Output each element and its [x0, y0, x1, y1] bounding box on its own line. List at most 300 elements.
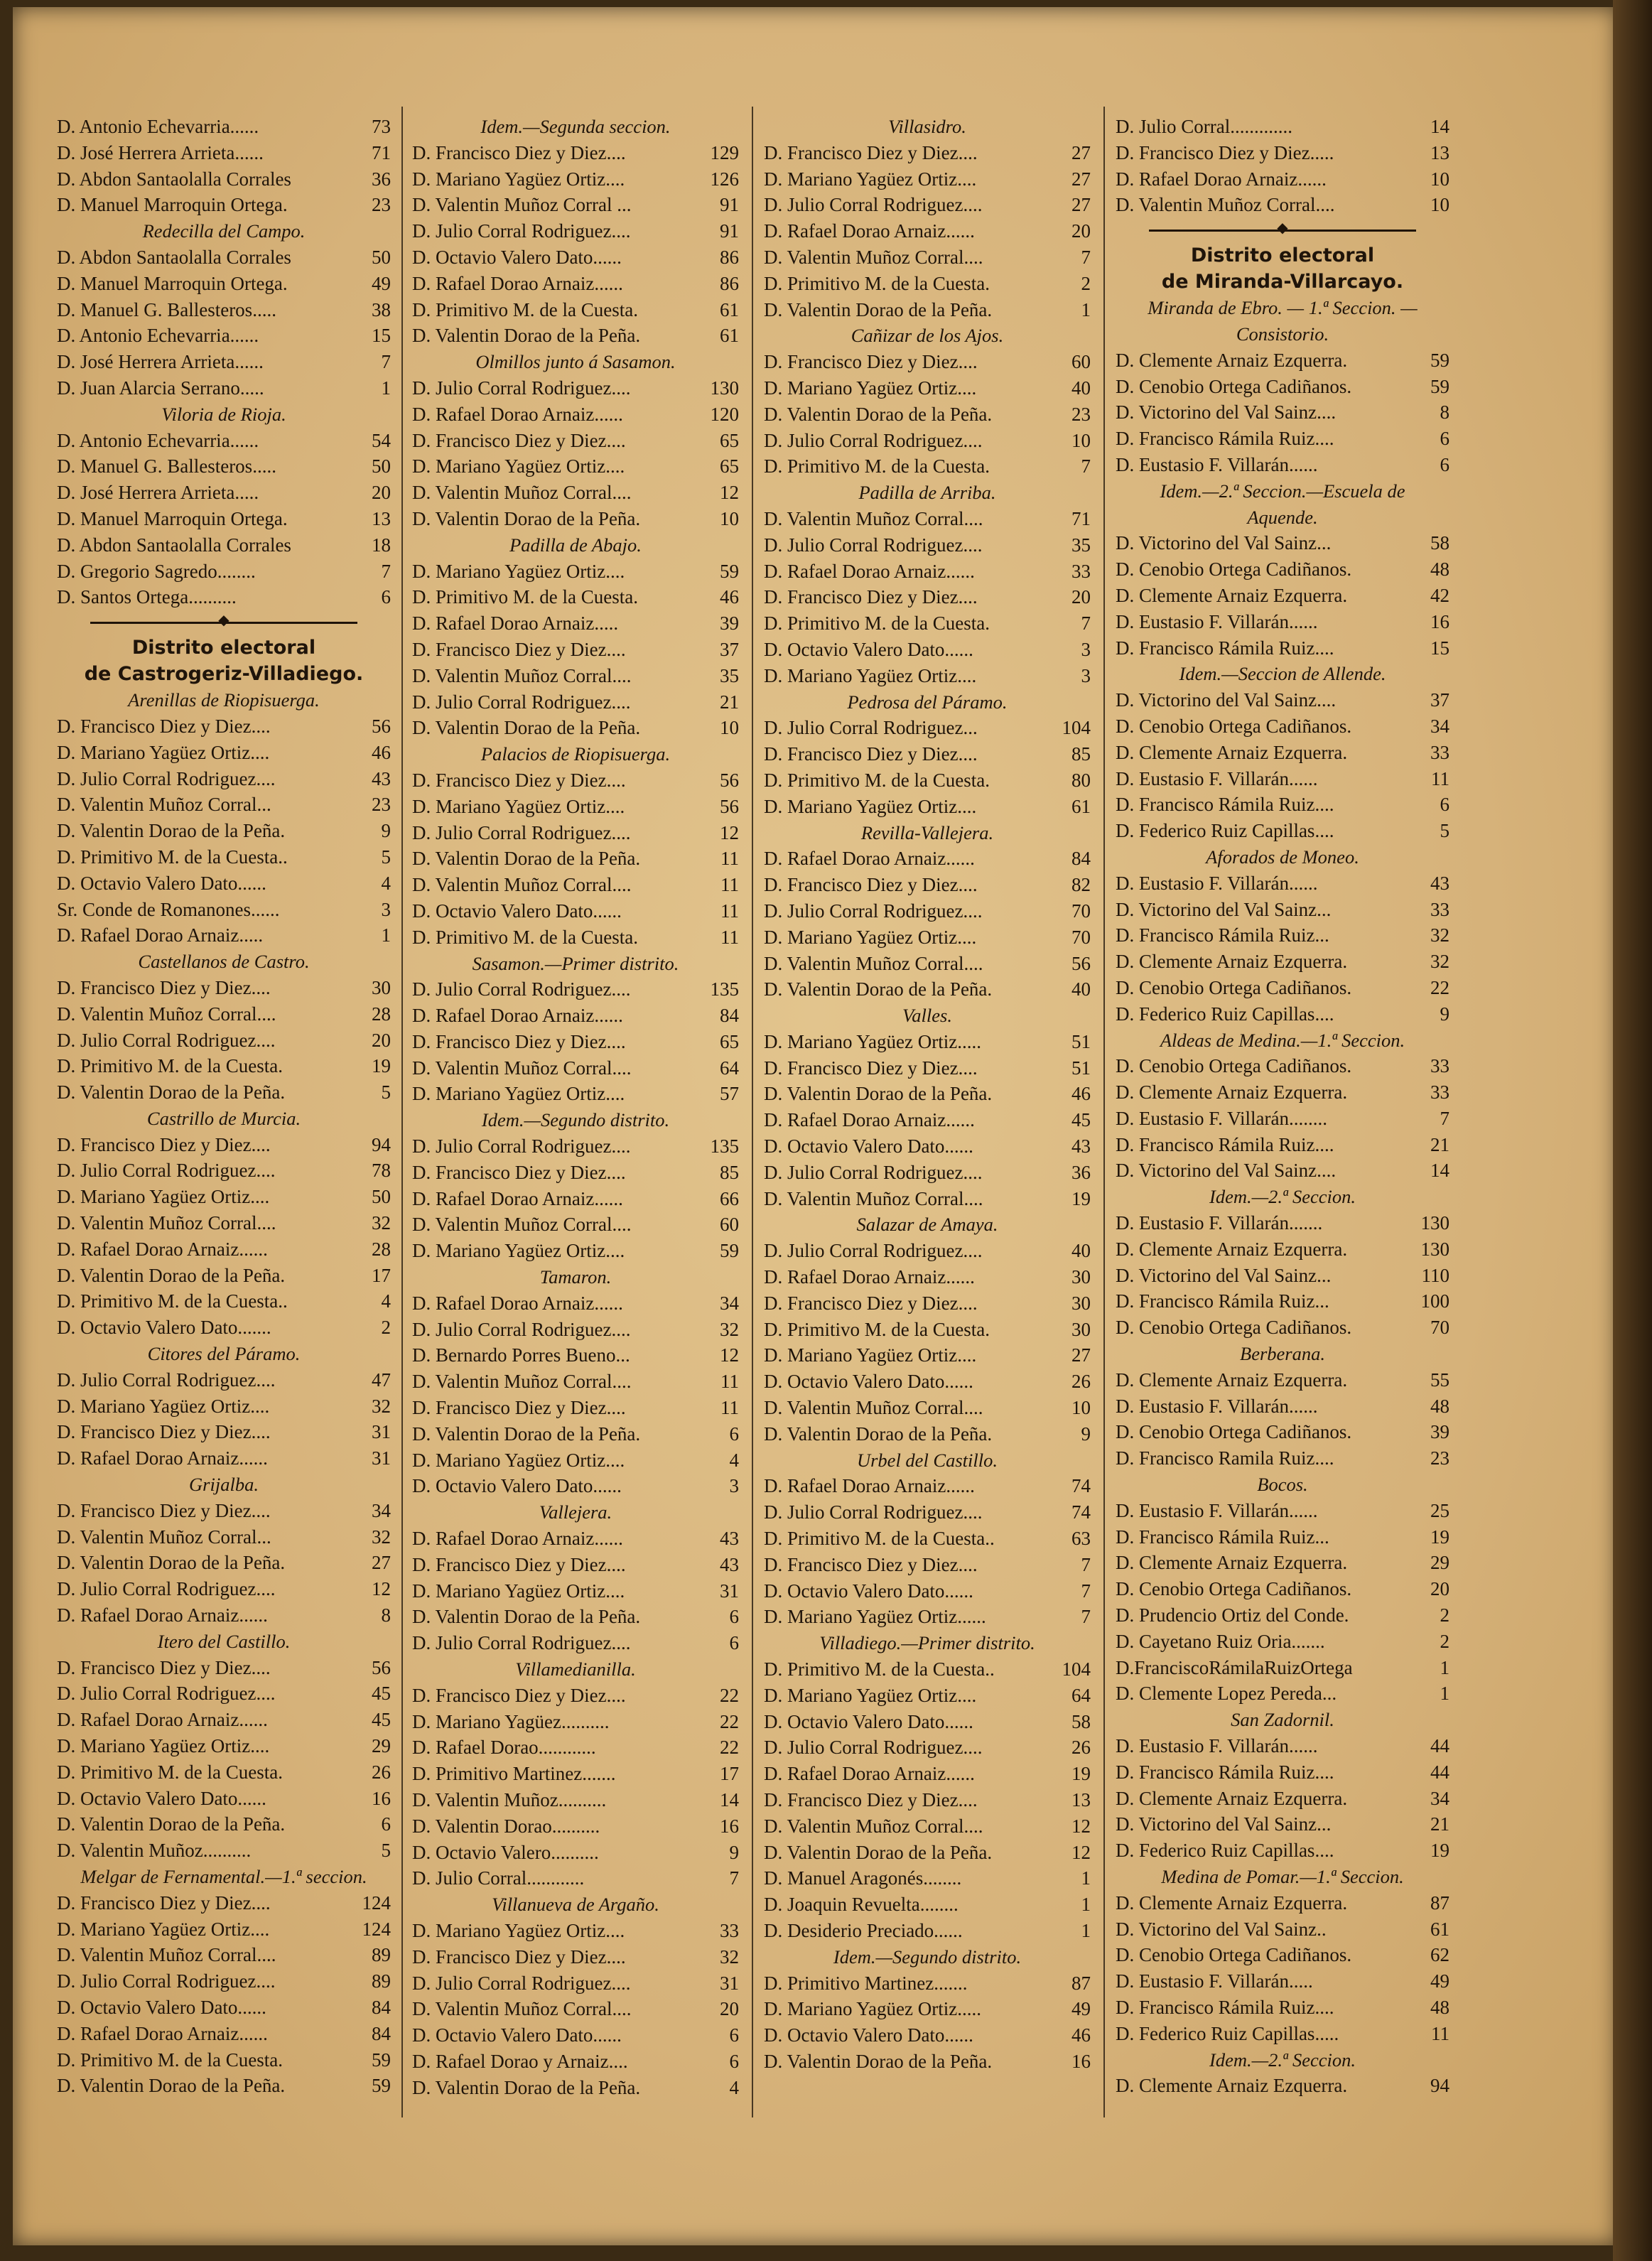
- ornamental-rule: [57, 610, 391, 635]
- candidate-row: [764, 1840, 1091, 1866]
- candidate-row: [1116, 870, 1449, 897]
- candidate-name: D. Francisco Diez y Diez....: [412, 1684, 626, 1706]
- candidate-row: [1116, 1890, 1449, 1916]
- candidate-row: [412, 1761, 739, 1787]
- column-divider: [1103, 107, 1105, 2117]
- candidate-row: [764, 558, 1091, 585]
- candidate-row: [57, 1288, 391, 1315]
- candidate-name: D. Federico Ruiz Capillas....: [1116, 1003, 1334, 1025]
- vote-count: 51: [1071, 1030, 1091, 1052]
- results-column-1: [57, 114, 391, 2099]
- candidate-row: [764, 1865, 1091, 1892]
- candidate-name: D. Francisco Diez y Diez....: [764, 141, 978, 163]
- candidate-name: D. Mariano Yagüez Ortiz....: [412, 560, 625, 582]
- locality-heading: Padilla de Arriba.: [858, 482, 996, 504]
- candidate-name: D. Eustasio F. Villarán.......: [1116, 1212, 1323, 1234]
- candidate-row: [412, 1317, 739, 1343]
- vote-count: 135: [710, 1135, 739, 1158]
- district-title-line: de Miranda-Villarcayo.: [1161, 271, 1404, 293]
- candidate-name: D. Valentin Dorao de la Peña.: [57, 1813, 286, 1835]
- candidate-row: [1116, 1602, 1449, 1629]
- vote-count: 126: [710, 168, 739, 190]
- vote-count: 124: [362, 1892, 391, 1914]
- candidate-name: D. Victorino del Val Sainz....: [1116, 689, 1337, 711]
- candidate-row: [1116, 1916, 1449, 1943]
- candidate-name: D. Primitivo M. de la Cuesta.: [764, 272, 990, 294]
- locality-heading: Aforados de Moneo.: [1206, 846, 1359, 868]
- locality-heading: Viloria de Rioja.: [161, 403, 286, 425]
- vote-count: 6: [729, 1632, 739, 1654]
- vote-count: 6: [381, 1813, 391, 1835]
- candidate-name: D. Valentin Muñoz Corral....: [57, 1944, 276, 1966]
- vote-count: 48: [1430, 1395, 1449, 1417]
- vote-count: 11: [720, 926, 739, 948]
- vote-count: 3: [381, 898, 391, 920]
- vote-count: 5: [381, 846, 391, 868]
- vote-count: 34: [1430, 1787, 1449, 1809]
- candidate-name: D. Valentin Muñoz Corral...: [57, 794, 271, 816]
- candidate-row: [57, 1393, 391, 1420]
- candidate-name: D. Francisco Diez y Diez....: [764, 874, 978, 896]
- candidate-row: [764, 1290, 1091, 1317]
- candidate-name: D. Valentin Dorao de la Peña.: [412, 325, 641, 347]
- candidate-row: [764, 1761, 1091, 1787]
- candidate-name: D. Mariano Yagüez Ortiz......: [764, 1606, 986, 1628]
- vote-count: 74: [1071, 1501, 1091, 1523]
- candidate-row: [412, 1918, 739, 1944]
- vote-count: 74: [1071, 1475, 1091, 1497]
- candidate-row: [764, 1604, 1091, 1630]
- candidate-name: D. Rafael Dorao Arnaiz......: [764, 1109, 975, 1131]
- vote-count: 85: [720, 1161, 739, 1183]
- vote-count: 23: [372, 794, 391, 816]
- candidate-row: [412, 401, 739, 428]
- candidate-row: [1116, 1393, 1449, 1420]
- candidate-name: D. Valentin Muñoz Corral....: [412, 874, 632, 896]
- candidate-row: [57, 1707, 391, 1733]
- candidate-row: [1116, 949, 1449, 975]
- vote-count: 6: [1440, 453, 1449, 475]
- candidate-name: D. Valentin Muñoz Corral....: [412, 1998, 632, 2020]
- locality-heading: Idem.—2.ª Seccion.—Escuela de: [1160, 480, 1405, 502]
- results-column-3: [764, 114, 1091, 2075]
- vote-count: 7: [1081, 1606, 1091, 1628]
- vote-count: 59: [1430, 375, 1449, 397]
- candidate-name: D. Octavio Valero Dato......: [412, 1475, 622, 1497]
- candidate-name: D. Julio Corral Rodriguez....: [412, 377, 631, 399]
- candidate-row: [412, 140, 739, 166]
- vote-count: 12: [720, 1344, 739, 1366]
- vote-count: 32: [720, 1946, 739, 1968]
- vote-count: 34: [372, 1499, 391, 1521]
- candidate-name: D. Rafael Dorao Arnaiz......: [412, 1005, 623, 1027]
- vote-count: 84: [372, 1996, 391, 2018]
- candidate-row: [57, 1759, 391, 1786]
- vote-count: 30: [1071, 1266, 1091, 1288]
- candidate-name: D. Julio Corral Rodriguez....: [412, 1632, 631, 1654]
- candidate-name: D. Francisco Diez y Diez....: [764, 1292, 978, 1314]
- vote-count: 4: [729, 2076, 739, 2098]
- candidate-name: D. Rafael Dorao Arnaiz......: [412, 1528, 623, 1550]
- candidate-row: [57, 323, 391, 349]
- candidate-name: D. Primitivo Martinez.......: [412, 1763, 616, 1785]
- vote-count: 71: [1071, 507, 1091, 529]
- candidate-row: [57, 1916, 391, 1943]
- vote-count: 37: [1430, 689, 1449, 711]
- candidate-row: [1116, 1942, 1449, 1968]
- candidate-row: [412, 1212, 739, 1238]
- candidate-name: D. Victorino del Val Sainz...: [1116, 532, 1332, 554]
- candidate-name: D. Julio Corral Rodriguez....: [412, 691, 631, 713]
- candidate-row: [412, 1395, 739, 1421]
- candidate-row: [57, 297, 391, 323]
- vote-count: 60: [720, 1214, 739, 1236]
- candidate-name: D. Julio Corral Rodriguez....: [57, 1029, 276, 1051]
- locality-heading: Villadiego.—Primer distrito.: [819, 1632, 1035, 1654]
- vote-count: 22: [720, 1684, 739, 1706]
- vote-count: 30: [1071, 1318, 1091, 1340]
- candidate-name: D. Mariano Yagüez Ortiz.....: [764, 1998, 981, 2020]
- locality-heading: Redecilla del Campo.: [142, 220, 306, 242]
- candidate-name: D. Julio Corral............: [412, 1867, 585, 1889]
- locality-heading: Melgar de Fernamental.—1.ª seccion.: [80, 1866, 367, 1887]
- vote-count: 3: [729, 1475, 739, 1497]
- candidate-row: [57, 1524, 391, 1550]
- candidate-row: [412, 1552, 739, 1578]
- candidate-name: D. Valentin Dorao de la Peña.: [57, 1264, 286, 1286]
- locality-heading: Consistorio.: [1236, 323, 1329, 345]
- locality-heading: Villanueva de Argaño.: [492, 1894, 659, 1916]
- candidate-row: [57, 1890, 391, 1916]
- vote-count: 91: [720, 194, 739, 216]
- vote-count: 20: [720, 1998, 739, 2020]
- candidate-row: [1116, 426, 1449, 452]
- candidate-name: D. Clemente Arnaiz Ezquerra.: [1116, 1787, 1348, 1809]
- candidate-row: [764, 951, 1091, 977]
- candidate-row: [764, 767, 1091, 794]
- candidate-row: [412, 1447, 739, 1474]
- candidate-name: D. Julio Corral Rodriguez....: [764, 194, 983, 216]
- candidate-row: [1116, 897, 1449, 923]
- candidate-row: [57, 1158, 391, 1184]
- candidate-row: [1116, 1315, 1449, 1341]
- vote-count: 9: [381, 820, 391, 842]
- candidate-row: [57, 480, 391, 506]
- candidate-name: D. Octavio Valero Dato......: [764, 1580, 973, 1602]
- candidate-name: D. José Herrera Arrieta.....: [57, 482, 259, 504]
- candidate-row: [764, 1395, 1091, 1421]
- vote-count: 7: [729, 1867, 739, 1889]
- candidate-row: [57, 975, 391, 1001]
- locality-heading: Castellanos de Castro.: [138, 951, 310, 973]
- candidate-name: D. Clemente Arnaiz Ezquerra.: [1116, 1238, 1348, 1260]
- vote-count: 58: [1430, 532, 1449, 554]
- candidate-name: D. Victorino del Val Sainz...: [1116, 1264, 1332, 1286]
- locality-heading: Arenillas de Riopisuerga.: [128, 689, 320, 711]
- candidate-name: D. Primitivo M. de la Cuesta.: [764, 455, 990, 477]
- page-edge-shadow: [1613, 0, 1652, 2261]
- candidate-name: D. Francisco Rámila Ruiz....: [1116, 637, 1334, 659]
- locality-heading: Padilla de Abajo.: [509, 534, 642, 556]
- candidate-name: D. Octavio Valero Dato......: [412, 2024, 622, 2046]
- candidate-row: [412, 1238, 739, 1264]
- candidate-row: [1116, 1524, 1449, 1550]
- vote-count: 2: [1440, 1630, 1449, 1652]
- vote-count: 20: [372, 1029, 391, 1051]
- candidate-row: [1116, 1367, 1449, 1393]
- candidate-row: [764, 872, 1091, 898]
- vote-count: 16: [1071, 2050, 1091, 2072]
- district-title: [1116, 242, 1449, 295]
- vote-count: 70: [1430, 1317, 1449, 1339]
- candidate-name: D. Cenobio Ortega Cadiñanos.: [1116, 1421, 1352, 1443]
- candidate-name: D. Primitivo M. de la Cuesta.: [57, 1055, 283, 1077]
- locality-heading: Idem.—Segunda seccion.: [480, 116, 671, 137]
- candidate-name: D. Julio Corral Rodriguez....: [57, 1683, 276, 1705]
- candidate-name: D. Mariano Yagüez Ortiz....: [764, 1684, 977, 1706]
- vote-count: 26: [372, 1761, 391, 1783]
- candidate-row: [764, 428, 1091, 454]
- candidate-row: [57, 532, 391, 558]
- candidate-name: D. Rafael Dorao Arnaiz......: [764, 848, 975, 870]
- candidate-row: [412, 323, 739, 349]
- candidate-row: [764, 741, 1091, 767]
- candidate-row: [764, 506, 1091, 532]
- vote-count: 7: [381, 351, 391, 373]
- candidate-name: D. Francisco Diez y Diez....: [57, 1892, 271, 1914]
- candidate-row: [57, 453, 391, 480]
- vote-count: 84: [372, 2022, 391, 2044]
- candidate-name: D. Valentin Muñoz Corral....: [764, 1397, 983, 1419]
- candidate-name: D. Manuel Marroquin Ortega.: [57, 272, 288, 294]
- candidate-row: [412, 375, 739, 401]
- candidate-name: D. Manuel Aragonés........: [764, 1867, 962, 1889]
- vote-count: 56: [720, 795, 739, 817]
- vote-count: 6: [1440, 428, 1449, 450]
- candidate-name: D. Francisco Rámila Ruiz....: [1116, 428, 1334, 450]
- vote-count: 21: [720, 691, 739, 713]
- candidate-row: [412, 1840, 739, 1866]
- vote-count: 4: [381, 872, 391, 894]
- candidate-row: [764, 1918, 1091, 1944]
- vote-count: 46: [720, 586, 739, 608]
- vote-count: 7: [1081, 1580, 1091, 1602]
- vote-count: 10: [720, 717, 739, 739]
- vote-count: 56: [372, 1656, 391, 1678]
- candidate-name: D. Rafael Dorao Arnaiz......: [57, 2022, 268, 2044]
- vote-count: 19: [1071, 1187, 1091, 1209]
- candidate-row: [57, 428, 391, 454]
- candidate-name: D. Francisco Diez y Diez....: [57, 715, 271, 737]
- vote-count: 33: [1430, 898, 1449, 920]
- vote-count: 9: [729, 1841, 739, 1863]
- vote-count: 71: [372, 141, 391, 163]
- vote-count: 1: [381, 924, 391, 946]
- candidate-name: D. Valentin Dorao de la Peña.: [764, 1083, 993, 1105]
- candidate-name: D. Mariano Yagüez Ortiz....: [412, 1083, 625, 1105]
- candidate-row: [1116, 1498, 1449, 1524]
- vote-count: 10: [1071, 429, 1091, 451]
- candidate-name: D. Clemente Arnaiz Ezquerra.: [1116, 1892, 1348, 1914]
- vote-count: 40: [1071, 377, 1091, 399]
- candidate-name: D. Valentin Dorao de la Peña.: [57, 820, 286, 842]
- candidate-name: D. Julio Corral Rodriguez....: [412, 821, 631, 843]
- candidate-row: [1116, 609, 1449, 635]
- vote-count: 32: [1430, 924, 1449, 946]
- vote-count: 5: [381, 1081, 391, 1103]
- vote-count: 6: [729, 2024, 739, 2046]
- candidate-name: D. Mariano Yagüez Ortiz....: [57, 1395, 270, 1417]
- candidate-row: [412, 1996, 739, 2022]
- candidate-name: D. Rafael Dorao Arnaiz......: [412, 1187, 623, 1209]
- vote-count: 56: [1071, 952, 1091, 974]
- candidate-name: D. Octavio Valero Dato......: [412, 246, 622, 268]
- candidate-row: [1116, 1838, 1449, 1864]
- vote-count: 21: [1430, 1813, 1449, 1835]
- candidate-name: D. Victorino del Val Sainz....: [1116, 401, 1337, 423]
- vote-count: 5: [1440, 820, 1449, 842]
- candidate-row: [764, 375, 1091, 401]
- candidate-row: [412, 976, 739, 1003]
- candidate-name: D. Mariano Yagüez Ortiz....: [764, 168, 977, 190]
- candidate-row: [57, 1001, 391, 1027]
- candidate-name: D. Valentin Muñoz..........: [57, 1840, 252, 1862]
- candidate-name: D. Julio Corral Rodriguez....: [412, 1318, 631, 1340]
- vote-count: 22: [1430, 976, 1449, 998]
- vote-count: 40: [1071, 1240, 1091, 1262]
- candidate-row: [764, 1107, 1091, 1133]
- vote-count: 11: [720, 848, 739, 870]
- candidate-row: [412, 480, 739, 506]
- candidate-name: D. Victorino del Val Sainz....: [1116, 1160, 1337, 1182]
- vote-count: 20: [1071, 586, 1091, 608]
- candidate-name: D. Valentin Dorao de la Peña.: [412, 1423, 641, 1445]
- vote-count: 4: [729, 1449, 739, 1471]
- locality-heading: Itero del Castillo.: [157, 1630, 291, 1652]
- candidate-name: D. Julio Corral Rodriguez....: [764, 429, 983, 451]
- vote-count: 31: [372, 1447, 391, 1469]
- vote-count: 64: [720, 1057, 739, 1079]
- candidate-name: D. Clemente Arnaiz Ezquerra.: [1116, 741, 1348, 763]
- candidate-name: D. Valentin Dorao..........: [412, 1815, 600, 1837]
- candidate-name: D. Primitivo M. de la Cuesta.: [764, 1318, 990, 1340]
- candidate-row: [1116, 2073, 1449, 2099]
- candidate-name: D. Mariano Yagüez Ortiz....: [412, 1240, 625, 1262]
- candidate-row: [412, 1865, 739, 1892]
- vote-count: 6: [729, 1606, 739, 1628]
- vote-count: 32: [1430, 951, 1449, 973]
- candidate-name: D. Eustasio F. Villarán.....: [1116, 1970, 1313, 1992]
- vote-count: 33: [1430, 741, 1449, 763]
- candidate-row: [1116, 1811, 1449, 1838]
- vote-count: 57: [720, 1083, 739, 1105]
- candidate-name: D. Rafael Dorao Arnaiz.....: [57, 924, 264, 946]
- candidate-name: D. Cayetano Ruiz Oria.......: [1116, 1630, 1325, 1652]
- candidate-name: D. Mariano Yagüez..........: [412, 1710, 610, 1732]
- candidate-row: [57, 114, 391, 140]
- vote-count: 21: [1430, 1133, 1449, 1155]
- candidate-name: D. Desiderio Preciado......: [764, 1919, 963, 1941]
- candidate-row: [412, 1421, 739, 1447]
- vote-count: 27: [1071, 1344, 1091, 1366]
- vote-count: 33: [1430, 1081, 1449, 1103]
- candidate-name: D. Francisco Rámila Ruiz...: [1116, 1290, 1329, 1312]
- candidate-name: D. Julio Corral Rodriguez....: [412, 978, 631, 1000]
- candidate-name: D. Abdon Santaolalla Corrales: [57, 168, 291, 190]
- candidate-name: D. Primitivo M. de la Cuesta..: [57, 1290, 288, 1312]
- vote-count: 13: [1071, 1789, 1091, 1811]
- vote-count: 54: [372, 429, 391, 451]
- candidate-name: D. Francisco Diez y Diez....: [412, 1397, 626, 1419]
- vote-count: 46: [1071, 2024, 1091, 2046]
- vote-count: 70: [1071, 900, 1091, 922]
- vote-count: 43: [1071, 1135, 1091, 1158]
- candidate-name: D. Valentin Dorao de la Peña.: [412, 717, 641, 739]
- vote-count: 11: [720, 874, 739, 896]
- candidate-row: [1116, 166, 1449, 193]
- candidate-name: D. Julio Corral Rodriguez....: [764, 534, 983, 556]
- vote-count: 40: [1071, 978, 1091, 1000]
- candidate-name: D. Francisco Diez y Diez....: [412, 1946, 626, 1968]
- candidate-name: D. Valentin Muñoz Corral....: [764, 1815, 983, 1837]
- candidate-name: D. Francisco Diez y Diez....: [412, 429, 626, 451]
- candidate-row: [57, 2047, 391, 2073]
- candidate-row: [412, 794, 739, 820]
- candidate-name: D. Julio Corral Rodriguez....: [764, 1240, 983, 1262]
- vote-count: 39: [1430, 1421, 1449, 1443]
- candidate-name: D. Octavio Valero Dato......: [764, 1710, 973, 1732]
- candidate-name: D. Rafael Dorao Arnaiz......: [764, 1266, 975, 1288]
- candidate-row: [1116, 347, 1449, 374]
- candidate-name: D. Francisco Diez y Diez....: [412, 1553, 626, 1575]
- vote-count: 6: [381, 586, 391, 608]
- vote-count: 46: [372, 741, 391, 763]
- candidate-name: D. Octavio Valero Dato.......: [57, 1317, 271, 1339]
- locality-heading: Revilla-Vallejera.: [860, 821, 994, 843]
- candidate-name: D. Primitivo M. de la Cuesta.: [57, 1761, 283, 1783]
- vote-count: 13: [1430, 141, 1449, 163]
- candidate-row: [764, 166, 1091, 193]
- vote-count: 12: [720, 482, 739, 504]
- candidate-row: [57, 506, 391, 532]
- candidate-name: D. José Herrera Arrieta......: [57, 351, 264, 373]
- candidate-name: D. Julio Corral Rodriguez....: [764, 1501, 983, 1523]
- candidate-name: D. Cenobio Ortega Cadiñanos.: [1116, 715, 1352, 737]
- candidate-row: [57, 1498, 391, 1524]
- vote-count: 9: [1440, 1003, 1449, 1025]
- candidate-row: [57, 2021, 391, 2047]
- vote-count: 14: [720, 1789, 739, 1811]
- candidate-name: D. Rafael Dorao y Arnaiz....: [412, 2050, 628, 2072]
- candidate-name: D. Juan Alarcia Serrano.....: [57, 377, 264, 399]
- candidate-name: D. Rafael Dorao Arnaiz......: [412, 1292, 623, 1314]
- candidate-name: D. Valentin Muñoz Corral....: [412, 1214, 632, 1236]
- vote-count: 45: [372, 1683, 391, 1705]
- candidate-name: D. Valentin Dorao de la Peña.: [764, 1423, 993, 1445]
- candidate-name: D. Francisco Diez y Diez....: [764, 351, 978, 373]
- candidate-row: [764, 846, 1091, 872]
- candidate-row: [57, 870, 391, 897]
- candidate-row: [412, 1342, 739, 1369]
- candidate-row: [57, 1995, 391, 2021]
- candidate-name: D. Primitivo M. de la Cuesta.: [412, 586, 638, 608]
- candidate-name: D. Rafael Dorao Arnaiz......: [57, 1238, 268, 1260]
- candidate-row: [1116, 1759, 1449, 1786]
- district-title-line: de Castrogeriz-Villadiego.: [84, 663, 364, 686]
- candidate-row: [764, 1526, 1091, 1552]
- vote-count: 85: [1071, 743, 1091, 765]
- vote-count: 31: [720, 1972, 739, 1994]
